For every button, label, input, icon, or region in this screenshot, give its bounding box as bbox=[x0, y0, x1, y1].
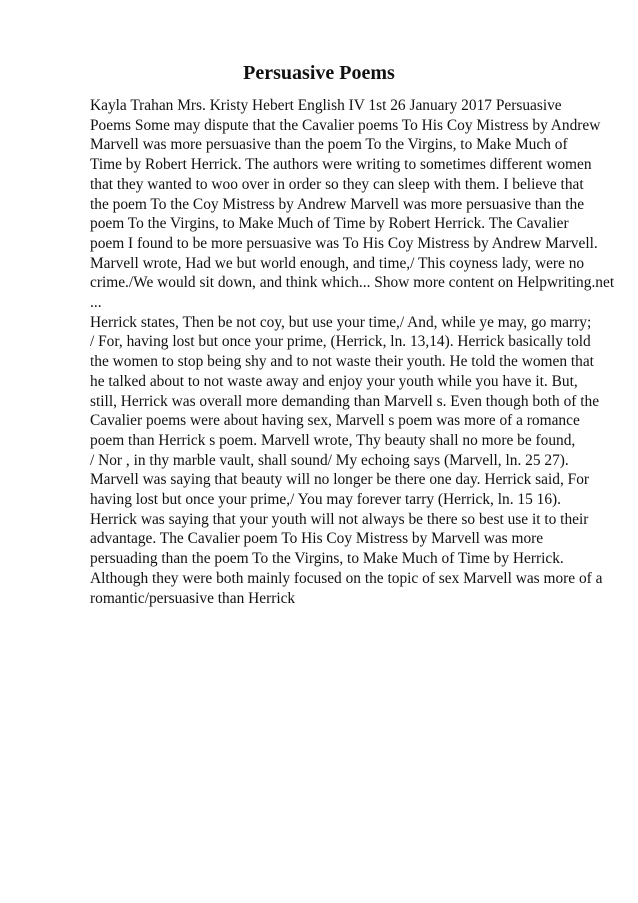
text-line: still, Herrick was overall more demanding than Marvell s. Even though both of the bbox=[90, 392, 600, 410]
text-line: Marvell was saying that beauty will no longer be there one day. Herrick said, For bbox=[90, 471, 590, 489]
text-line: that they wanted to woo over in order so they can sleep with them. I believe that bbox=[90, 175, 584, 193]
text-line: Although they were both mainly focused on the topic of sex Marvell was more of a bbox=[90, 569, 603, 587]
text-line: the women to stop being shy and to not waste their youth. He told the women that bbox=[90, 353, 594, 371]
document-body bbox=[90, 96, 615, 608]
text-line: he talked about to not waste away and enjoy your youth while you have it. But, bbox=[90, 372, 578, 390]
text-line: romantic/persuasive than Herrick bbox=[90, 589, 296, 607]
text-line: advantage. The Cavalier poem To His Coy Mistress by Marvell was more bbox=[90, 530, 544, 548]
text-line: crime./We would sit down, and think which... Show more content on Helpwriting.net bbox=[90, 274, 615, 292]
text-line: poem To the Virgins, to Make Much of Time by Robert Herrick. The Cavalier bbox=[90, 215, 569, 233]
text-line: having lost but once your prime,/ You may forever tarry (Herrick, ln. 15 16). bbox=[90, 491, 562, 509]
paragraph-2 bbox=[90, 313, 610, 609]
text-line: Poems Some may dispute that the Cavalier poems To His Coy Mistress by Andrew bbox=[90, 116, 601, 134]
text-line: Cavalier poems were about having sex, Marvell s poem was more of a romance bbox=[90, 412, 580, 430]
document-title: Persuasive Poems bbox=[243, 62, 395, 84]
text-line: Kayla Trahan Mrs. Kristy Hebert English IV 1st 26 January 2017 Persuasive bbox=[90, 97, 562, 114]
text-line: the poem To the Coy Mistress by Andrew Marvell was more persuasive than the bbox=[90, 195, 585, 213]
text-line: poem than Herrick s poem. Marvell wrote, Thy beauty shall no more be found, bbox=[90, 431, 576, 449]
text-line: Marvell wrote, Had we but world enough, and time,/ This coyness lady, were no bbox=[90, 254, 585, 272]
text-line: Herrick states, Then be not coy, but use your time,/ And, while ye may, go marry; bbox=[90, 313, 592, 331]
text-line: / For, having lost but once your prime, (Herrick, ln. 13,14). Herrick basically told bbox=[90, 333, 591, 351]
text-line: ... bbox=[90, 294, 102, 312]
text-line: Herrick was saying that your youth will not always be there so best use it to their bbox=[90, 510, 589, 528]
text-line: Marvell was more persuasive than the poem To the Virgins, to Make Much of bbox=[90, 136, 568, 154]
text-line: Time by Robert Herrick. The authors were writing to sometimes different women bbox=[90, 156, 592, 174]
text-line: / Nor , in thy marble vault, shall sound/ My echoing says (Marvell, ln. 25 27). bbox=[90, 451, 569, 469]
text-line: poem I found to be more persuasive was To His Coy Mistress by Andrew Marvell. bbox=[90, 234, 598, 252]
text-line: persuading than the poem To the Virgins, to Make Much of Time by Herrick. bbox=[90, 550, 564, 568]
paragraph-1 bbox=[90, 96, 615, 313]
